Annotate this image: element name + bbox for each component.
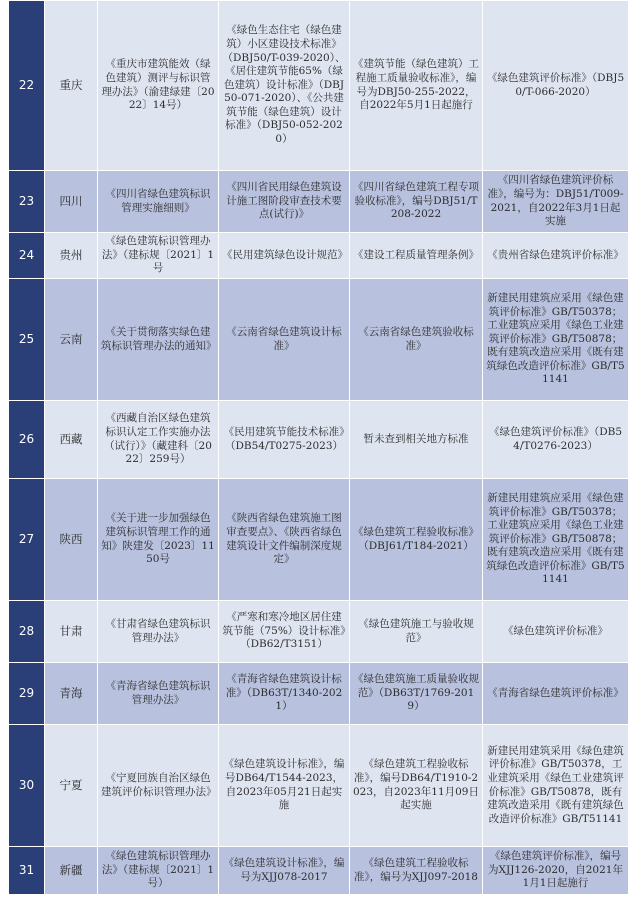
design-standard-cell: 《严寒和寒冷地区居住建筑节能（75%）设计标准》（DB62/T3151） (219, 601, 350, 663)
row-number: 27 (9, 479, 45, 601)
design-standard-cell: 《绿色建筑设计标准》，编号DB64/T1544-2023，自2023年05月21日起实施 (219, 725, 350, 847)
acceptance-standard-cell: 暂未查到相关地方标准 (350, 401, 483, 479)
evaluation-standard-cell: 新建民用建筑应采用《绿色建筑评价标准》GB/T50378；工业建筑应采用《绿色工业建筑评价标准》GB/T50878；既有建筑改造应采用《既有建筑绿色改造评价标准》GB/T51141 (483, 479, 629, 601)
design-standard-cell: 《四川省民用绿色建筑设计施工图阶段审查技术要点(试行)》 (219, 171, 350, 233)
management-cell: 《绿色建筑标识管理办法》（建标规〔2021〕1号 (98, 233, 219, 279)
row-number: 25 (9, 279, 45, 401)
province-cell: 青海 (45, 663, 98, 725)
table-row (9, 601, 629, 663)
management-cell: 《甘肃省绿色建筑标识管理办法》 (98, 601, 219, 663)
evaluation-standard-cell: 《贵州省绿色建筑评价标准》 (483, 233, 629, 279)
province-cell: 甘肃 (45, 601, 98, 663)
table-row (9, 401, 629, 479)
green-building-standards-table (8, 0, 629, 895)
design-standard-cell: 《陕西省绿色建筑施工图审查要点》、《陕西省绿色建筑设计文件编制深度规定》 (219, 479, 350, 601)
province-cell: 四川 (45, 171, 98, 233)
management-cell: 《重庆市建筑能效（绿色建筑）测评与标识管理办法》（渝建绿建〔2022〕14号） (98, 1, 219, 171)
design-standard-cell: 《民用建筑节能技术标准》（DB54/T0275-2023） (219, 401, 350, 479)
management-cell: 《关于贯彻落实绿色建筑标识管理办法的通知》 (98, 279, 219, 401)
row-number: 28 (9, 601, 45, 663)
province-cell: 陕西 (45, 479, 98, 601)
province-cell: 西藏 (45, 401, 98, 479)
table-row (9, 847, 629, 895)
design-standard-cell: 《云南省绿色建筑设计标准》 (219, 279, 350, 401)
table-row (9, 1, 629, 171)
row-number: 29 (9, 663, 45, 725)
acceptance-standard-cell: 《四川省绿色建筑工程专项验收标准》，编号DBJ51/T208-2022 (350, 171, 483, 233)
table-row (9, 233, 629, 279)
management-cell: 《宁夏回族自治区绿色建筑评价标识管理办法》 (98, 725, 219, 847)
table-row (9, 279, 629, 401)
acceptance-standard-cell: 《绿色建筑工程验收标准》，编号为XJJ097-2018 (350, 847, 483, 895)
design-standard-cell: 《青海省绿色建筑设计标准》（DB63T/1340-2021） (219, 663, 350, 725)
management-cell: 《青海省绿色建筑标识管理办法》 (98, 663, 219, 725)
row-number: 24 (9, 233, 45, 279)
table-row (9, 725, 629, 847)
province-cell: 贵州 (45, 233, 98, 279)
management-cell: 《西藏自治区绿色建筑标识认定工作实施办法（试行）》（藏建科〔2022〕259号） (98, 401, 219, 479)
evaluation-standard-cell: 《绿色建筑评价标准》，编号为XJJ126-2020，自2021年1月1日起施行 (483, 847, 629, 895)
table-row (9, 171, 629, 233)
table-row (9, 663, 629, 725)
evaluation-standard-cell: 《青海省绿色建筑评价标准》 (483, 663, 629, 725)
acceptance-standard-cell: 《绿色建筑工程验收标准》，编号DB64/T1910-2023，自2023年11月09日起实施 (350, 725, 483, 847)
evaluation-standard-cell: 《绿色建筑评价标准》 (483, 601, 629, 663)
row-number: 30 (9, 725, 45, 847)
acceptance-standard-cell: 《绿色建筑工程验收标准》（DBJ61/T184-2021） (350, 479, 483, 601)
acceptance-standard-cell: 《绿色建筑施工与验收规范》 (350, 601, 483, 663)
province-cell: 云南 (45, 279, 98, 401)
table-row (9, 479, 629, 601)
row-number: 23 (9, 171, 45, 233)
evaluation-standard-cell: 《四川省绿色建筑评价标准》，编号为：DBJ51/T009-2021，自2022年3月1日起实施 (483, 171, 629, 233)
management-cell: 《绿色建筑标识管理办法》（建标规〔2021〕1号） (98, 847, 219, 895)
province-cell: 新疆 (45, 847, 98, 895)
evaluation-standard-cell: 《绿色建筑评价标准》（DBJ50/T-066-2020） (483, 1, 629, 171)
evaluation-standard-cell: 新建民用建筑应采用《绿色建筑评价标准》GB/T50378；工业建筑应采用《绿色工业建筑评价标准》GB/T50878；既有建筑改造应采用《既有建筑绿色改造评价标准》GB/T51141 (483, 279, 629, 401)
design-standard-cell: 《绿色建筑设计标准》，编号为XJJ078-2017 (219, 847, 350, 895)
acceptance-standard-cell: 《云南省绿色建筑验收标准》 (350, 279, 483, 401)
design-standard-cell: 《绿色生态住宅（绿色建筑）小区建设技术标准》（DBJ50/T-039-2020）、《居住建筑节能65%（绿色建筑）设计标准》（DBJ50-071-2020）、《公共建筑节能（绿色建筑）设计标准》（DBJ50-052-2020） (219, 1, 350, 171)
evaluation-standard-cell: 新建民用建筑采用《绿色建筑评价标准》GB/T50378，工业建筑采用《绿色工业建筑评价标准》GB/T50878，既有建筑改造采用《既有建筑绿色改造评价标准》GB/T51141 (483, 725, 629, 847)
management-cell: 《四川省绿色建筑标识管理实施细则》 (98, 171, 219, 233)
evaluation-standard-cell: 《绿色建筑评价标准》（DB54/T0276-2023） (483, 401, 629, 479)
row-number: 22 (9, 1, 45, 171)
row-number: 26 (9, 401, 45, 479)
management-cell: 《关于进一步加强绿色建筑标识管理工作的通知》陕建发〔2023〕1150号 (98, 479, 219, 601)
province-cell: 重庆 (45, 1, 98, 171)
province-cell: 宁夏 (45, 725, 98, 847)
acceptance-standard-cell: 《建筑节能（绿色建筑）工程施工质量验收标准》，编号为DBJ50-255-2022，自2022年5月1日起施行 (350, 1, 483, 171)
acceptance-standard-cell: 《建设工程质量管理条例》 (350, 233, 483, 279)
acceptance-standard-cell: 《绿色建筑施工质量验收规范》（DB63T/1769-2019） (350, 663, 483, 725)
design-standard-cell: 《民用建筑绿色设计规范》 (219, 233, 350, 279)
row-number: 31 (9, 847, 45, 895)
